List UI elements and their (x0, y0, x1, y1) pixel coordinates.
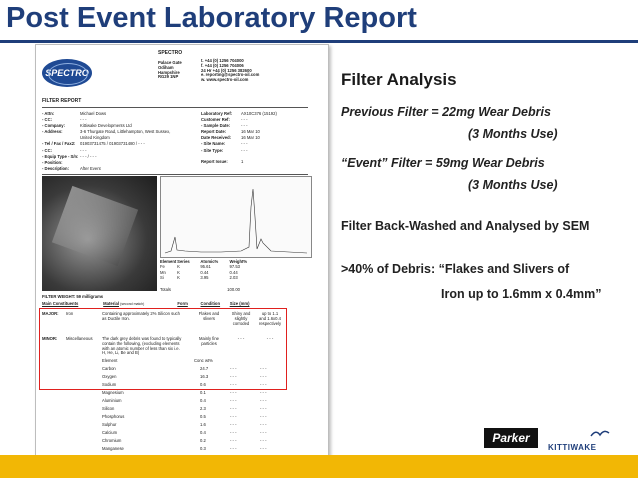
element-row (102, 429, 267, 437)
left-fields (42, 111, 170, 172)
report-company: SPECTRO (158, 50, 183, 56)
kittiwake-logo: KITTIWAKE (548, 443, 597, 452)
minor-size: - - - (266, 336, 274, 341)
report-title: FILTER REPORT (42, 98, 82, 104)
edx-header: Element (160, 259, 177, 264)
col-header: Main Constituents (42, 301, 79, 306)
element-name: Sodium (102, 381, 117, 387)
spectro-logo: SPECTRO (42, 59, 92, 87)
field-label: - CC: (42, 147, 53, 153)
divider (42, 107, 308, 108)
edx-header: Atomic% (200, 259, 219, 264)
filter-analysis-heading: Filter Analysis (341, 70, 457, 89)
field-label: - Equip Type - S/n: (42, 153, 79, 159)
element-name: Manganese (102, 445, 124, 451)
edx-cell: 95.61 (200, 264, 211, 270)
field-value: AX10C376 (15192) (241, 111, 277, 116)
edx-cell: Mn (160, 269, 166, 275)
edx-spectrum (160, 176, 312, 258)
edx-cell: 0.44 (200, 269, 209, 275)
edx-cell: K (177, 275, 180, 281)
major-material: Iron (66, 311, 74, 316)
col-header: Material (103, 301, 119, 306)
contact-value: reporting@spectro-oil.com (205, 72, 260, 78)
element-dash: - - - (260, 405, 267, 411)
element-dash: - - - (230, 421, 237, 427)
spectrum-plot (161, 177, 311, 257)
field-label: Customer Ref: (201, 117, 230, 123)
field-label: - Description: (42, 165, 69, 171)
col-header: Form (177, 301, 188, 306)
field-value: After Event (80, 165, 101, 171)
element-row (102, 389, 267, 397)
parker-logo: Parker (484, 428, 538, 448)
major-form: Flakes and slivers (198, 311, 220, 321)
minor-label: MINOR: (42, 336, 58, 341)
element-dash: - - - (230, 381, 237, 387)
element-name: Chromium (102, 437, 122, 443)
element-dash: - - - (230, 405, 237, 411)
element-dash: - - - (230, 445, 237, 451)
contact-value: www.spectro-oil.com (206, 77, 249, 83)
element-row (102, 437, 267, 445)
element-dash: - - - (260, 373, 267, 379)
field-label: - Address: (42, 129, 63, 135)
element-conc: 16.3 (200, 373, 209, 379)
element-row (102, 397, 267, 405)
element-row (102, 381, 267, 389)
element-dash: - - - (260, 421, 267, 427)
element-row (102, 445, 267, 453)
field-value: 16 Mar 10 (241, 135, 260, 141)
element-row (102, 421, 267, 429)
address-line: Hampshire (158, 69, 180, 75)
field-label: Report Date: (201, 129, 227, 135)
field-value: 16 Mar 10 (241, 129, 260, 135)
element-row (102, 365, 267, 373)
edx-header: Weight% (229, 259, 248, 264)
field-value: 3-6 Thurgate Road, Littlehampton, West Sussex, (80, 129, 171, 135)
field-label: - Tel / Fax / Fax2: (42, 141, 76, 147)
edx-total-label: Totals (160, 286, 171, 292)
field-value: - - - (241, 141, 248, 147)
element-conc: 0.3 (200, 445, 206, 451)
element-dash: - - - (260, 429, 267, 435)
minor-form: Mainly fine particles (198, 336, 219, 346)
address-line: RG29 1NP (158, 74, 179, 80)
element-conc: 24.7 (200, 365, 209, 371)
sem-image (42, 176, 157, 291)
element-conc: 0.4 (200, 429, 206, 435)
element-dash: - - - (230, 413, 237, 419)
address-line: Odiham (158, 64, 174, 70)
element-name: Aluminium (102, 397, 122, 403)
divider (42, 174, 308, 175)
major-size: up to 1.1 and 1.6x0.4 respectively (258, 311, 282, 326)
field-value: Kittiwake Developments Ltd (80, 123, 132, 129)
field-value: - - - (241, 123, 248, 129)
right-fields (201, 111, 277, 165)
slide-title: Post Event Laboratory Report (6, 2, 417, 34)
previous-filter-use: (3 Months Use) (468, 127, 558, 141)
element-conc: 0.5 (200, 413, 206, 419)
field-label: - Position: (42, 159, 63, 165)
field-label: - CC: (42, 117, 53, 123)
contact-label: w. (201, 77, 206, 83)
element-conc: 0.1 (200, 389, 206, 395)
col-header: Condition (200, 301, 221, 306)
edx-table (160, 259, 247, 292)
element-dash: - - - (260, 389, 267, 395)
element-dash: - - - (230, 365, 237, 371)
element-header: Conc wt% (194, 358, 213, 363)
edx-cell: K (177, 264, 180, 270)
contact-label: t. (201, 58, 204, 63)
field-value: - - - (80, 117, 87, 123)
contact-block (201, 59, 259, 83)
element-conc: 0.2 (200, 437, 206, 443)
element-name: Phosphorus (102, 413, 125, 419)
element-name: Calcium (102, 429, 118, 435)
element-conc: 0.4 (200, 397, 206, 403)
element-conc: 0.6 (200, 381, 206, 387)
debris-line-2: Iron up to 1.6mm x 0.4mm” (441, 287, 602, 301)
element-row (102, 373, 267, 381)
element-dash: - - - (230, 389, 237, 395)
event-filter-use: (3 Months Use) (468, 178, 558, 192)
field-value: 1 (241, 158, 244, 164)
element-dash: - - - (260, 365, 267, 371)
minor-condition: - - - (237, 336, 245, 341)
address-line: Palace Gate (158, 60, 182, 65)
element-dash: - - - (230, 437, 237, 443)
element-dash: - - - (260, 437, 267, 443)
minor-desc: The dark grey debris was found to typically contain the following, (excluding elements with an atomic number of less than six i.e. H, He, Li, Be and B) (102, 336, 182, 356)
major-label: MAJOR: (42, 311, 59, 316)
element-name: Magnesium (102, 389, 124, 395)
debris-line-1: >40% of Debris: “Flakes and Slivers of (341, 262, 570, 276)
backwash-text: Filter Back-Washed and Analysed by SEM (341, 219, 590, 233)
element-dash: - - - (230, 429, 237, 435)
element-row (102, 413, 267, 421)
col-header-note: (second match) (120, 302, 145, 306)
kittiwake-bird-icon (590, 428, 610, 443)
element-dash: - - - (230, 373, 237, 379)
element-header: Element (102, 358, 118, 363)
element-conc: 2.3 (200, 405, 206, 411)
field-value: - - - (241, 147, 248, 153)
edx-total-value: 100.00 (227, 286, 240, 292)
element-dash: - - - (260, 413, 267, 419)
contact-label: e. (201, 72, 205, 78)
element-dash: - - - (260, 381, 267, 387)
element-name: Oxygen (102, 373, 117, 379)
field-value: - - - / - - - (80, 153, 97, 159)
element-name: Silicon (102, 405, 115, 411)
edx-header: Series (177, 259, 190, 264)
element-conc: 1.6 (200, 421, 206, 427)
edx-cell: K (177, 269, 180, 275)
field-value: - - - (241, 117, 248, 123)
contact-label: f. (201, 62, 204, 68)
bottom-bar (0, 455, 638, 478)
col-header: Size (mm) (229, 301, 250, 306)
edx-cell: 2.03 (229, 275, 238, 281)
title-underline (0, 40, 638, 43)
minor-material: Miscellaneous (66, 336, 93, 341)
field-label: - Attn: (42, 111, 55, 116)
edx-cell: Fe (160, 264, 165, 270)
edx-cell: Si (160, 275, 164, 281)
main-constituents-header (42, 302, 249, 307)
contact-value: +44 (0) 1256 704000 (204, 58, 244, 63)
field-value: Michael Dows (80, 111, 107, 116)
field-label: - Site Type: (201, 147, 224, 153)
edx-cell: 97.53 (229, 264, 240, 270)
element-dash: - - - (260, 397, 267, 403)
field-label: Report Issue: (201, 158, 228, 164)
field-label: Laboratory Ref: (201, 111, 233, 116)
field-label: Date Received: (201, 135, 232, 141)
field-value: United Kingdom (80, 135, 110, 141)
edx-cell: 0.44 (229, 269, 238, 275)
contact-value: +44 (0) 1256 704006 (204, 62, 244, 68)
field-label: - Sample Date: (201, 123, 231, 129)
address-block (158, 61, 182, 80)
element-row (102, 405, 267, 413)
previous-filter-text: Previous Filter = 22mg Wear Debris (341, 105, 551, 119)
element-table (102, 357, 267, 453)
field-value: - - - (80, 147, 87, 153)
field-label: - Company: (42, 123, 66, 129)
element-name: Sulphur (102, 421, 117, 427)
element-dash: - - - (230, 397, 237, 403)
element-name: Carbon (102, 365, 116, 371)
contact-value: +44 (0) 1256 382600 (212, 67, 252, 73)
filter-weight: FILTER WEIGHT: 59 milligrams (42, 294, 104, 299)
major-condition: Shiny and slightly corroded (231, 311, 251, 326)
contact-label: 24 Hr (201, 67, 212, 73)
field-value: 01903731475 / 01903731480 / - - - (80, 141, 145, 147)
major-desc: Containing approximately 2% Silicon such as Ductile Iron. (102, 311, 180, 321)
lab-report-document (35, 44, 329, 456)
edx-cell: 3.95 (200, 275, 209, 281)
field-label: - Site Name: (201, 141, 226, 147)
event-filter-text: “Event” Filter = 59mg Wear Debris (341, 156, 545, 170)
element-dash: - - - (260, 445, 267, 451)
